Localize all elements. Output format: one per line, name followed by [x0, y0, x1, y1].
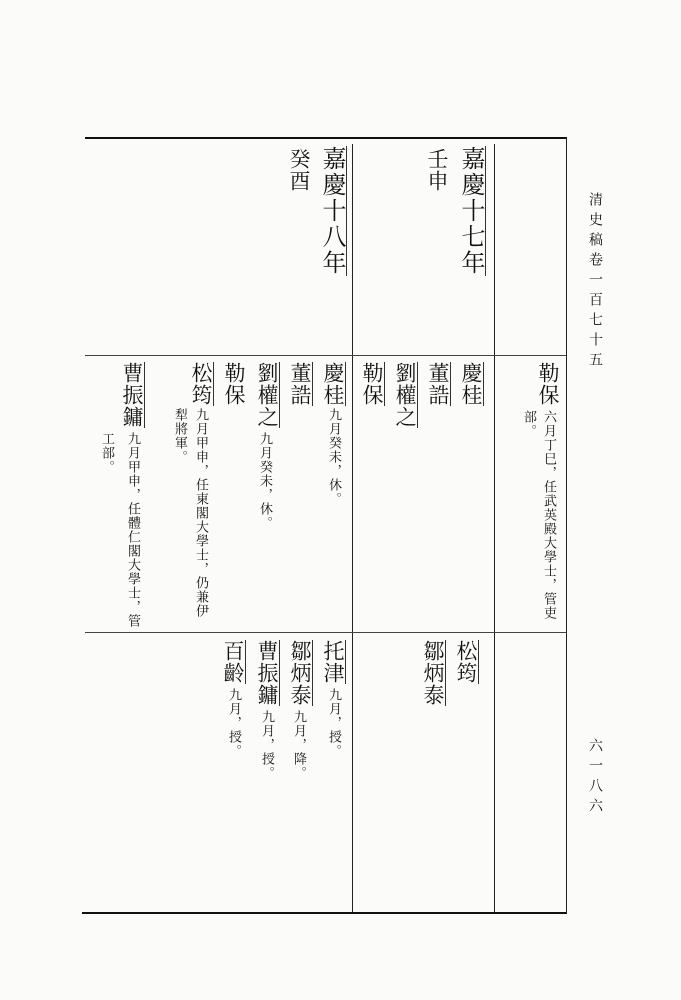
- col2-new-3-note: 九月，授。: [259, 710, 274, 780]
- col2-official-5-note-2: 犁將軍。: [172, 408, 187, 464]
- col1-year: 嘉慶十七年: [457, 146, 485, 276]
- col2-new-2-note: 九月，降。: [291, 710, 306, 780]
- col2-new-4-note: 九月，授。: [226, 688, 241, 758]
- col2-official-1-note: 九月癸未，休。: [326, 408, 341, 506]
- col2-official-3: 劉權之: [255, 362, 279, 428]
- page-number: 六一八六: [587, 738, 603, 818]
- col1-new-1: 松筠: [454, 640, 478, 684]
- col2-new-4: 百齡: [221, 640, 245, 684]
- col2-official-2: 董誥: [288, 362, 312, 406]
- col2-new-1-note: 九月，授。: [326, 688, 341, 758]
- col1-official-1: 慶桂: [459, 362, 483, 406]
- table-top-rule: [85, 137, 567, 139]
- col1-official-4: 勒保: [360, 362, 384, 406]
- col0-entry-note-2: 部。: [521, 410, 536, 438]
- col2-official-1: 慶桂: [321, 362, 345, 406]
- col2-official-6: 曹振鏞: [120, 362, 144, 428]
- col2-ganzhi: 癸酉: [287, 148, 311, 192]
- col2-year: 嘉慶十八年: [318, 146, 346, 276]
- col2-official-6-note-1: 九月甲申，任體仁閣大學士，管: [125, 432, 140, 628]
- column-divider-1: [494, 144, 495, 912]
- col1-ganzhi: 壬申: [425, 148, 449, 192]
- col2-official-5: 松筠: [189, 362, 213, 406]
- col2-new-3: 曹振鏞: [255, 640, 279, 706]
- row-divider-upper: [85, 355, 566, 356]
- col2-official-3-note: 九月癸未，休。: [257, 432, 272, 530]
- col0-entry-note-1: 六月丁巳，任武英殿大學士，管吏: [541, 410, 556, 620]
- running-title: 清史稿卷一百七十五: [587, 192, 603, 372]
- col2-official-5-note-1: 九月甲申，任東閣大學士，仍兼伊: [193, 408, 208, 618]
- col2-new-2: 鄒炳泰: [288, 640, 312, 706]
- col0-entry-name: 勒保: [536, 362, 560, 406]
- col1-new-2: 鄒炳泰: [421, 640, 445, 706]
- col1-official-3: 劉權之: [393, 362, 417, 428]
- col2-new-1: 托津: [321, 640, 345, 684]
- table-right-rule: [566, 137, 567, 913]
- col2-official-4: 勒保: [222, 362, 246, 406]
- table-bottom-rule: [82, 912, 567, 914]
- col1-official-2: 董誥: [426, 362, 450, 406]
- row-divider-lower: [85, 632, 566, 633]
- col2-official-6-note-2: 工部。: [99, 432, 114, 474]
- column-divider-2: [352, 144, 353, 912]
